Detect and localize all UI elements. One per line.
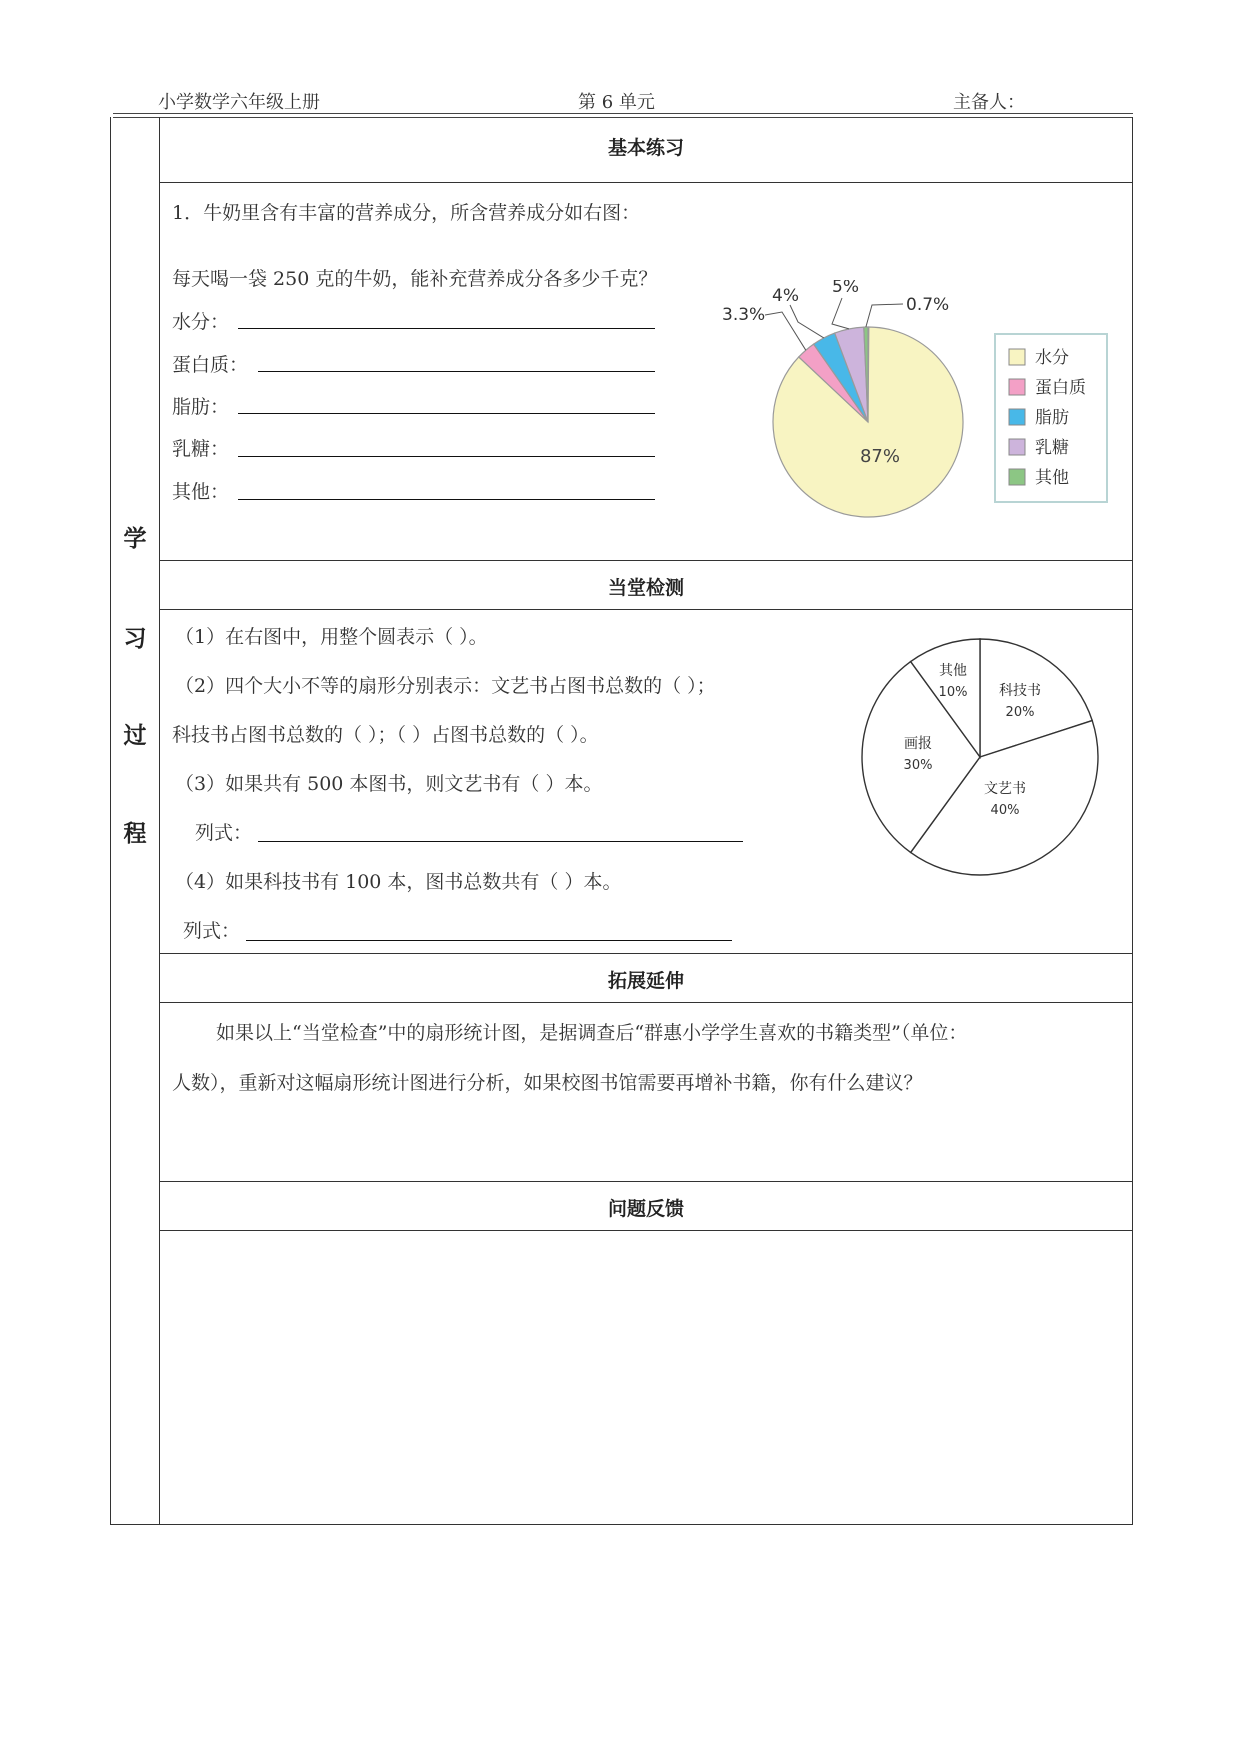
header-subject: 小学数学六年级上册 — [158, 92, 320, 113]
check-q3: （3）如果共有 500 本图书，则文艺书有（ ）本。 — [175, 773, 603, 795]
side-label-char: 过 — [123, 723, 147, 749]
header-rule-2 — [113, 117, 1133, 118]
legend-swatch-2 — [1009, 379, 1025, 395]
answer-line-water[interactable] — [238, 328, 655, 329]
feedback-answer-area[interactable] — [161, 1233, 1131, 1523]
pie-label-0-7-: 0.7% — [906, 295, 950, 315]
pie-leader-3-3- — [765, 312, 806, 350]
pie-label-3-3-: 3.3% — [722, 305, 766, 325]
pie-percent-label: 40% — [990, 803, 1020, 818]
pie-label-87-: 87% — [859, 446, 901, 467]
pie-leader-0-7- — [866, 304, 903, 327]
check-q2-cont: 科技书占图书总数的（ ）；（ ）占图书总数的（ ）。 — [172, 724, 599, 746]
legend-label-1: 水分 — [1035, 348, 1069, 368]
book-type-pie-chart — [855, 635, 1105, 885]
field-label-protein: 蛋白质： — [172, 354, 249, 376]
legend-swatch-5 — [1009, 469, 1025, 485]
section-title-feedback: 问题反馈 — [607, 1198, 684, 1220]
legend-label-3: 脂肪 — [1035, 408, 1069, 428]
pie-percent-label: 30% — [903, 758, 933, 773]
pie-label-4-: 4% — [772, 286, 799, 306]
side-label-char: 学 — [123, 526, 147, 552]
legend-swatch-1 — [1009, 349, 1025, 365]
pie-leader-5- — [832, 298, 849, 329]
pie-category-label: 文艺书 — [984, 781, 1026, 797]
pie-category-label: 科技书 — [999, 683, 1041, 699]
field-label-other: 其他： — [172, 481, 230, 503]
legend-label-2: 蛋白质 — [1035, 378, 1086, 398]
pie-label-5-: 5% — [832, 280, 859, 297]
section-title-extension: 拓展延伸 — [607, 970, 684, 992]
check-q4-formula-label: 列式： — [183, 920, 241, 942]
answer-line-fat[interactable] — [238, 413, 655, 414]
legend-label-5: 其他 — [1035, 468, 1069, 488]
side-label-char: 程 — [123, 821, 147, 847]
pie-category-label: 其他 — [939, 663, 967, 679]
header-rule — [113, 113, 1133, 114]
extension-text-line2: 人数），重新对这幅扇形统计图进行分析，如果校图书馆需要再增补书籍，你有什么建议？ — [172, 1072, 923, 1094]
milk-nutrition-pie-chart — [720, 280, 1120, 530]
extension-text-line1: 如果以上“当堂检查”中的扇形统计图，是据调查后“群惠小学学生喜欢的书籍类型”（单位： — [216, 1022, 968, 1044]
legend-swatch-4 — [1009, 439, 1025, 455]
q1-intro: 1．牛奶里含有丰富的营养成分，所含营养成分如右图： — [172, 202, 641, 224]
answer-line-lactose[interactable] — [238, 456, 655, 457]
check-q1: （1）在右图中，用整个圆表示（ ）。 — [175, 626, 488, 648]
section-title-basic-practice: 基本练习 — [607, 137, 684, 159]
pie-percent-label: 20% — [1005, 705, 1035, 720]
check-q2: （2）四个大小不等的扇形分别表示：文艺书占图书总数的（ ）； — [175, 675, 716, 697]
q1-question: 每天喝一袋 250 克的牛奶，能补充营养成分各多少千克？ — [172, 268, 658, 290]
field-label-fat: 脂肪： — [172, 396, 230, 418]
answer-line-other[interactable] — [238, 499, 655, 500]
header-unit: 第 6 单元 — [578, 92, 655, 113]
check-q4: （4）如果科技书有 100 本，图书总数共有（ ）本。 — [175, 871, 622, 893]
check-q3-formula-label: 列式： — [195, 822, 253, 844]
side-label-char: 习 — [123, 626, 147, 652]
answer-line-q4[interactable] — [246, 940, 732, 941]
pie-category-label: 画报 — [904, 736, 932, 752]
pie-percent-label: 10% — [938, 685, 968, 700]
answer-line-protein[interactable] — [258, 371, 655, 372]
field-label-lactose: 乳糖： — [172, 438, 230, 460]
header-preparer: 主备人： — [953, 92, 1025, 113]
legend-label-4: 乳糖 — [1035, 438, 1069, 458]
section-title-class-check: 当堂检测 — [607, 577, 684, 599]
legend-swatch-3 — [1009, 409, 1025, 425]
field-label-water: 水分： — [172, 311, 230, 333]
answer-line-q3[interactable] — [258, 841, 743, 842]
